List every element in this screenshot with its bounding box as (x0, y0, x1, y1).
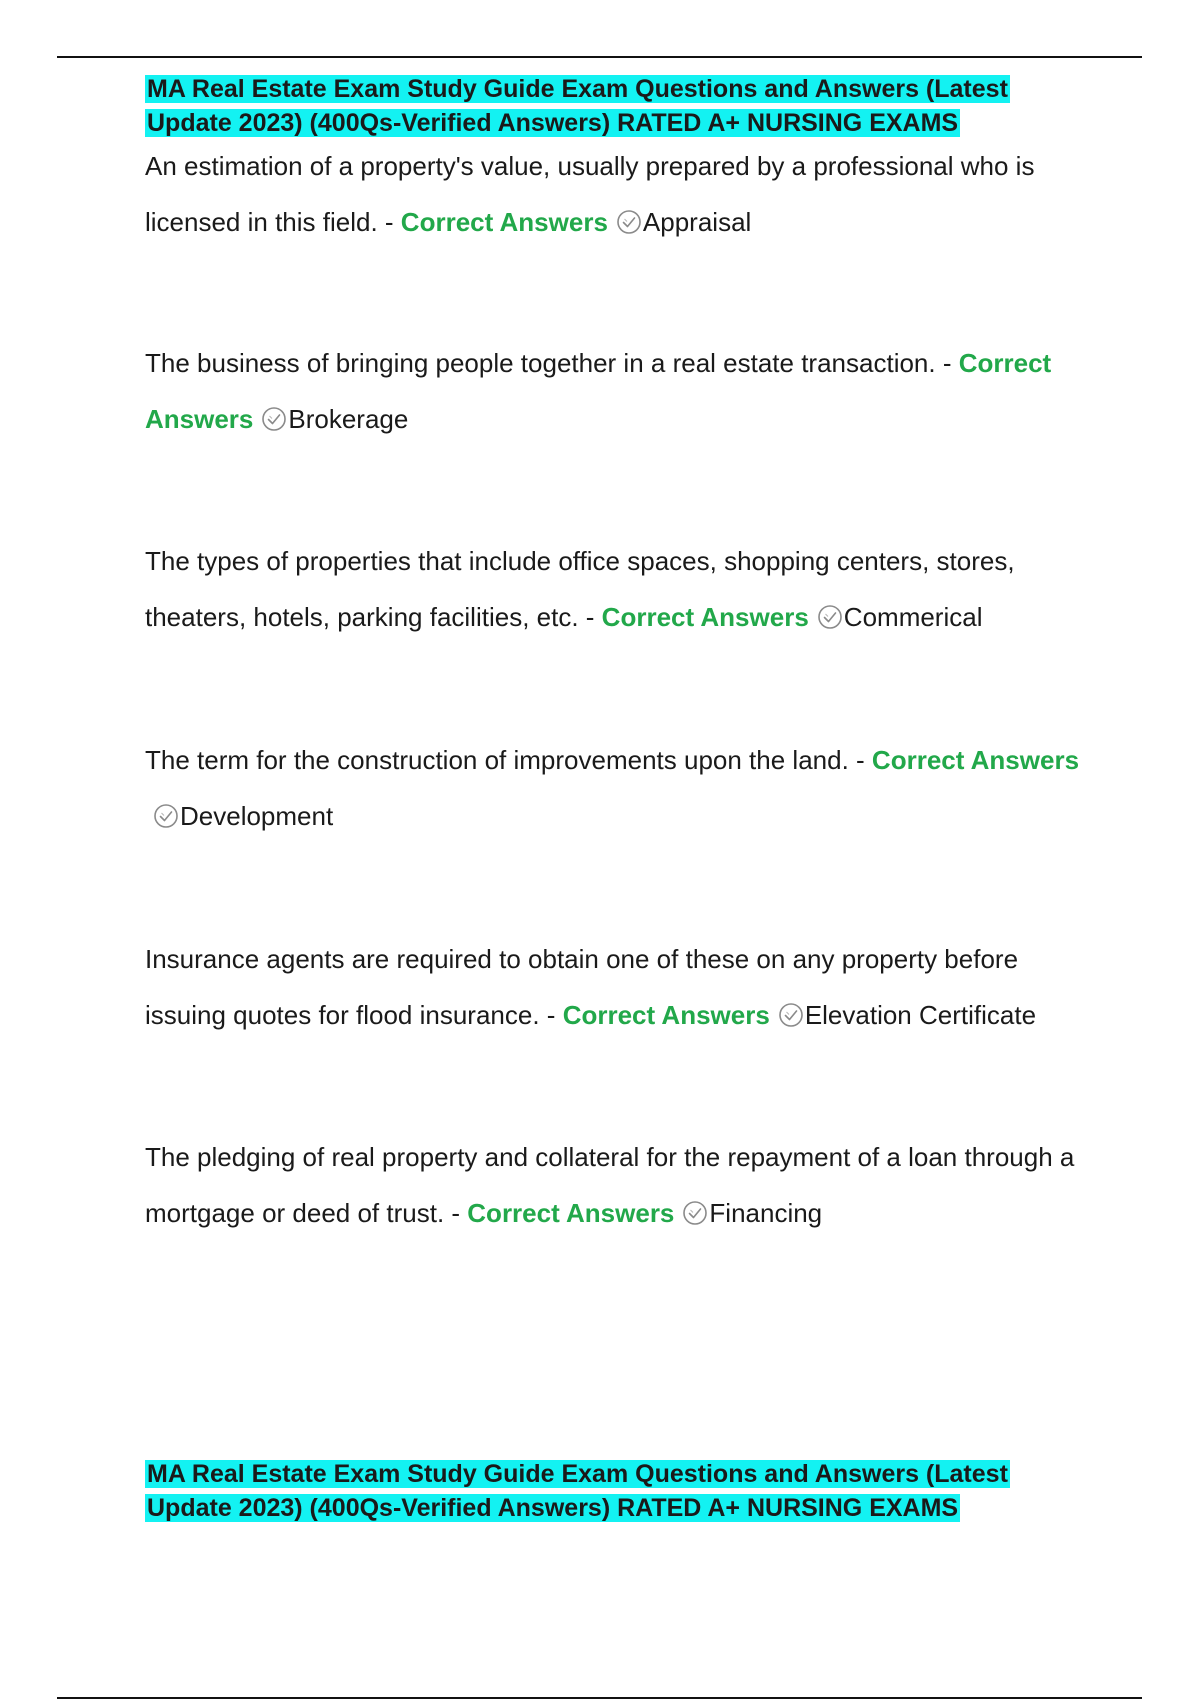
correct-answers-label: Correct Answers (400, 207, 608, 237)
check-circle-icon (778, 1002, 804, 1028)
correct-answers-label: Correct Answers (145, 348, 1052, 434)
question-text: The types of properties that include office spaces, shopping centers, stores, theaters, hotels, parking facilities, etc. - (145, 546, 1015, 632)
question-text: An estimation of a property's value, usually prepared by a professional who is licensed in this field. - (145, 151, 1035, 237)
qa-item (145, 533, 1090, 645)
document-footer-title-text: MA Real Estate Exam Study Guide Exam Questions and Answers (Latest Update 2023) (400Qs-Verified Answers) RATED A+ NURSING EXAMS (147, 1460, 1008, 1522)
check-circle-icon (261, 406, 287, 432)
answer-text: Brokerage (288, 404, 409, 434)
answer-text: Commerical (843, 602, 983, 632)
document-title-text: MA Real Estate Exam Study Guide Exam Questions and Answers (Latest Update 2023) (400Qs-Verified Answers) RATED A+ NURSING EXAMS (147, 75, 1008, 137)
check-circle-icon (616, 209, 642, 235)
check-circle-icon (682, 1200, 708, 1226)
question-text: Insurance agents are required to obtain one of these on any property before issuing quotes for flood insurance. - (145, 944, 1019, 1030)
answer-text: Elevation Certificate (804, 1000, 1037, 1030)
header-rule (57, 56, 1142, 58)
correct-answers-label: Correct Answers (871, 745, 1080, 775)
question-text: The term for the construction of improvements upon the land. - (145, 745, 865, 775)
answer-text: Appraisal (642, 207, 752, 237)
check-circle-icon (153, 803, 179, 829)
footer-rule (57, 1697, 1142, 1699)
correct-answers-label: Correct Answers (562, 1000, 770, 1030)
check-circle-icon (817, 604, 843, 630)
qa-item (145, 1129, 1090, 1241)
qa-item (145, 732, 1090, 844)
qa-item (145, 138, 1090, 250)
qa-item (145, 931, 1090, 1043)
correct-answers-label: Correct Answers (601, 602, 809, 632)
question-text: The pledging of real property and collateral for the repayment of a loan through a mortgage or deed of trust. - (145, 1142, 1075, 1228)
correct-answers-label: Correct Answers (467, 1198, 675, 1228)
answer-text: Financing (709, 1198, 823, 1228)
document-title (145, 72, 1090, 140)
qa-item (145, 335, 1090, 447)
question-text: The business of bringing people together in a real estate transaction. - (145, 348, 952, 378)
answer-text: Development (180, 801, 334, 831)
document-footer-title (145, 1457, 1090, 1525)
